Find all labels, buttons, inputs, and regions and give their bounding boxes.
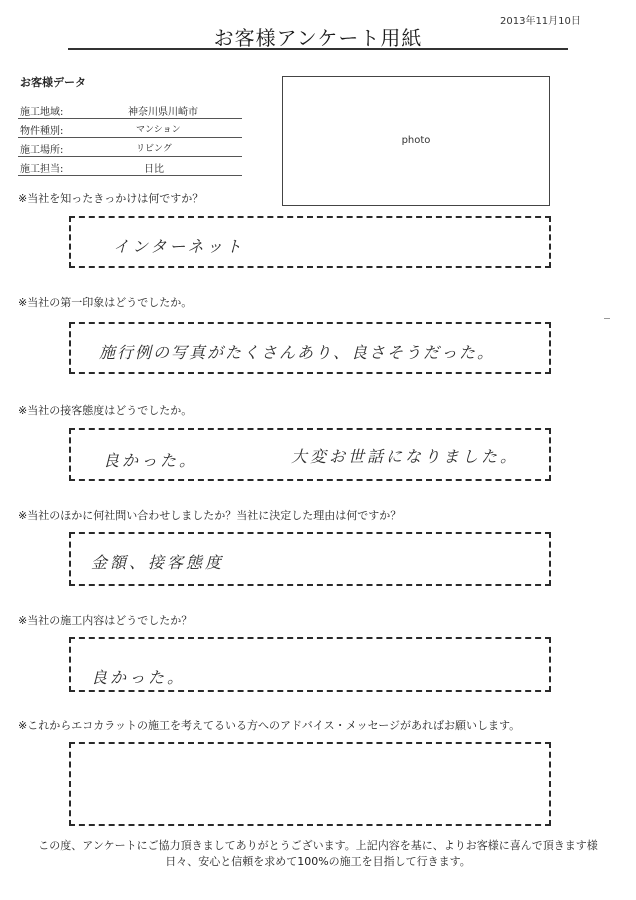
info-label: 施工地域:	[20, 107, 64, 118]
question-6: ※これからエコカラットの施工を考えてるいる方へのアドバイス・メッセージがあればお願いします。	[18, 719, 521, 732]
answer-5-text: 良かった。	[91, 668, 187, 687]
info-value: 日比	[144, 164, 164, 175]
question-5: ※当社の施工内容はどうでしたか？	[18, 614, 193, 627]
answer-4-text: 金額、接客態度	[91, 553, 225, 572]
answer-3-text-2: 大変お世話になりました。	[291, 447, 520, 466]
title-underline	[68, 48, 568, 50]
info-label: 物件種別:	[20, 126, 64, 137]
info-value: マンション	[136, 125, 181, 135]
answer-2-text: 施行例の写真がたくさんあり、良さそうだった。	[99, 343, 496, 362]
info-label: 施工場所:	[20, 145, 64, 156]
answer-box-2	[69, 322, 551, 374]
footer-line-2: 日々、安心と信頼を求めて100%の施工を目指して行きます。	[165, 855, 471, 868]
answer-3-text: 良かった。	[103, 451, 199, 470]
edge-mark	[604, 318, 610, 319]
info-row-area	[18, 101, 242, 119]
info-row-staff	[18, 158, 242, 176]
question-2: ※当社の第一印象はどうでしたか。	[18, 296, 193, 309]
question-3: ※当社の接客態度はどうでしたか。	[18, 404, 193, 417]
answer-box-6	[69, 742, 551, 826]
answer-box-4	[69, 532, 551, 586]
customer-data-heading: お客様データ	[20, 76, 86, 89]
info-value: 神奈川県川崎市	[128, 107, 198, 118]
question-1: ※当社を知ったきっかけは何ですか？	[18, 192, 204, 205]
footer-line-1: この度、アンケートにご協力頂きましてありがとうございます。上記内容を基に、よりお客様に喜んで頂きます様	[38, 839, 598, 852]
answer-1-text: インターネット	[113, 237, 245, 256]
photo-label: photo	[401, 135, 431, 146]
answer-box-1	[69, 216, 551, 268]
answer-box-5	[69, 637, 551, 692]
info-row-property-type	[18, 120, 242, 138]
photo-placeholder	[282, 76, 550, 206]
info-row-location	[18, 139, 242, 157]
question-4: ※当社のほかに何社問い合わせしましたか？当社に決定した理由は何ですか？	[18, 509, 402, 522]
answer-box-3	[69, 428, 551, 481]
info-label: 施工担当:	[20, 164, 64, 175]
survey-date: 2013年11月10日	[500, 16, 581, 27]
page-title: お客様アンケート用紙	[213, 26, 423, 50]
info-value: リビング	[136, 144, 172, 154]
